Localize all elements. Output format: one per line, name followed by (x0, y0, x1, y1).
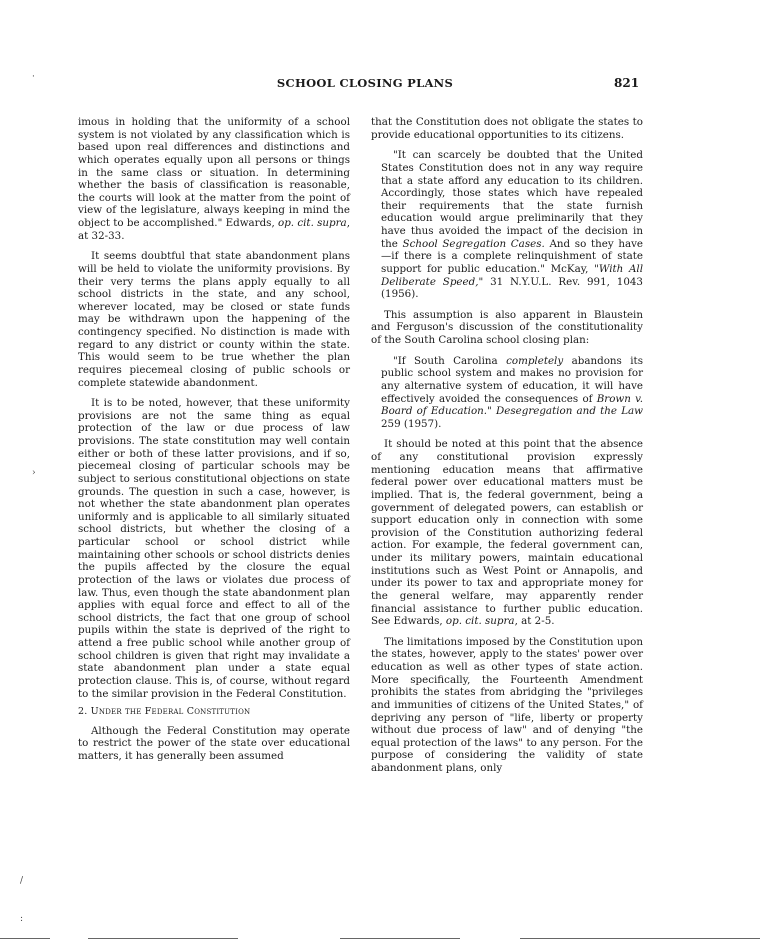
running-head (0, 76, 763, 92)
scan-edge-line (88, 938, 238, 939)
paragraph-federal-power (371, 438, 643, 627)
scan-speck: / (20, 876, 24, 886)
text-run: abandons its public school system and makes no provision for any alternative system of education, it will have effectively avoided the consequences of (381, 354, 643, 405)
right-column (371, 116, 643, 783)
text-run: And so they have —if there is a complete relinquishment of state support for public education." McKay, (381, 237, 643, 275)
paragraph-equal-protection: It is to be noted, however, that these uniformity provisions are not the same thing as equal protection of the law or due process of law provisions. The state constitution may well contain either or both of these latter provisions, and if so, piecemeal closing of particular schools may be subject to serious constitutional objections on state grounds. The question in such a case, however, is not whether the state abandonment plan operates uniformly and is applicable to all similarly situated school districts, but whether the closing of a particular school or school district while maintaining other schools or school districts denies the pupils affected by the closure the equal protection of the laws or violates due process of law. Thus, even though the state abandonment plan applies with equal force and effect to all of the school districts, the fact that one group of school pupils within the state is deprived of the right to attend a free public school while another group of school children is given that right may invalidate a state abandonment plan under a state equal protection clause. This is, of course, without regard to the similar provision in the Federal Constitution. (78, 397, 350, 700)
paragraph-quote-continuation (78, 116, 350, 242)
paragraph-limitations: The limitations imposed by the Constitution upon the states, however, apply to the states' power over education as well as other types of state action. More specifically, the Fourteenth Amendment prohibits the states from abridging the "privileges and immunities of citizens of the United States," of depriving any person of "life, liberty or property without due process of law" and of denying "the equal protection of the laws" to any person. For the purpose of considering the validity of state abandonment plans, only (371, 635, 643, 774)
scan-edge-line (520, 938, 760, 939)
scan-edge-line (340, 938, 460, 939)
text-run: , at 32-33. (78, 217, 350, 242)
text-run: It should be noted at this point that the absence of any constitutional provision expressly mentioning education means that affirmative federal power over educational matters must be implied. That is, the federal government, being a government of delegated powers, can establish or support education only in connection with some provision of the Constitution authorizing federal action. For example, the federal government can, under its military powers, maintain educational institutions such as West Point or Annapolis, and under its power to tax and appropriate money for the general welfare, may apparently render financial assistance to further public education. See Edwards, (371, 438, 643, 628)
block-quote-mckay (381, 149, 643, 301)
scan-edge-line (0, 938, 50, 939)
paragraph-continuation: that the Constitution does not obligate the states to provide educational opportunities to its citizens. (371, 116, 643, 141)
paragraph-blaustein: This assumption is also apparent in Blaustein and Ferguson's discussion of the constitutionality of the South Carolina school closing plan: (371, 308, 643, 346)
section-heading: 2. Under the Federal Constitution (78, 706, 251, 718)
text-run: 31 N.Y.U.L. Rev. 991, 1043 (1956). (381, 275, 643, 301)
article-title-italic: "With All Deliberate Speed," (381, 262, 643, 288)
text-run: "If South Carolina (393, 354, 507, 367)
left-column (78, 116, 350, 771)
page-number: 821 (614, 76, 640, 90)
block-quote-south-carolina (381, 355, 643, 431)
text-run: "It can scarcely be doubted that the United States Constitution does not in any way require that a state afford any education to its children. Accordingly, those states which have repealed their requirements that the state furnish education would argue preliminarily that they have thus avoided the impact of the decision in the (381, 149, 643, 250)
scan-speck: : (20, 914, 24, 924)
citation-italic: Brown v. Board of Education." Desegregation and the Law (381, 392, 643, 418)
emphasis-italic: completely (506, 354, 564, 367)
scan-speck: · (32, 72, 35, 82)
running-title: SCHOOL CLOSING PLANS (276, 76, 454, 90)
text-run: imous in holding that the uniformity of a school system is not violated by any classification which is based upon real differences and distinctions and which operates equally upon all persons or things in the same class or situation. In determining whether the basis of classification is reasonable, the courts will look at the matter from the point of view of the legislature, always keeping in mind the object to be accomplished." Edwards, (78, 116, 350, 229)
scan-speck: › (32, 468, 36, 478)
text-run: 259 (1957). (381, 417, 442, 430)
case-name-italic: School Segregation Cases. (402, 237, 545, 250)
citation-italic: op. cit. supra (278, 217, 347, 229)
text-run: , at 2-5. (514, 615, 555, 628)
paragraph-federal-constitution: Although the Federal Constitution may operate to restrict the power of the state over educational matters, it has generally been assumed (78, 724, 350, 762)
paragraph-uniformity: It seems doubtful that state abandonment plans will be held to violate the uniformity provisions. By their very terms the plans apply equally to all school districts in the state, and any school, wherever located, may be closed or state funds may be withdrawn upon the happening of the contingency specified. No distinction is made with regard to any district or county within the state. This would seem to be true whether the plan requires piecemeal closing of public schools or complete statewide abandonment. (78, 250, 350, 389)
citation-italic: op. cit. supra (445, 615, 515, 628)
